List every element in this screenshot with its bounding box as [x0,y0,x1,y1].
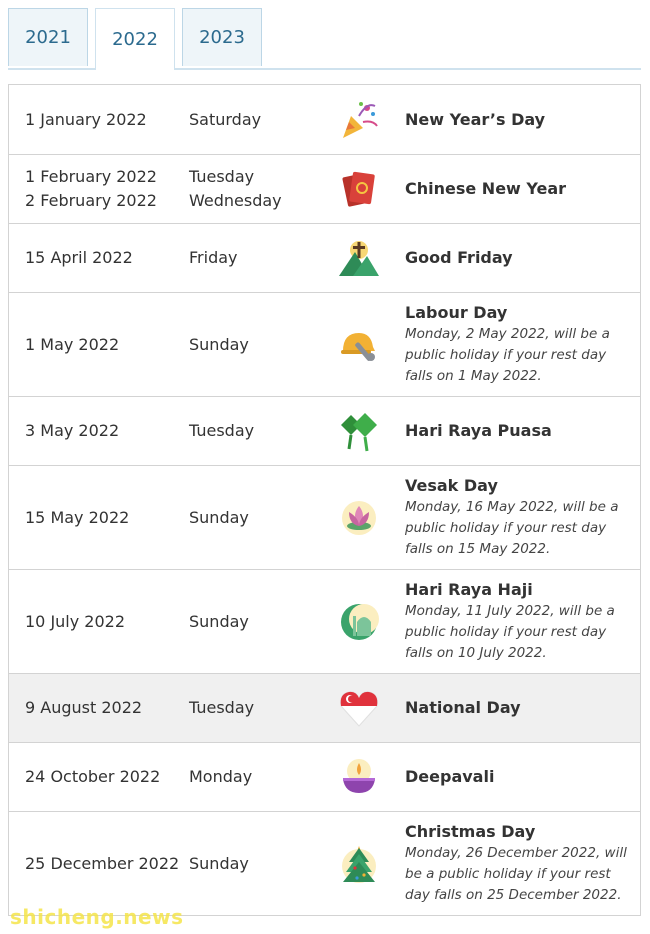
holiday-weekday: Monday [189,767,253,786]
singapore-heart-icon [313,686,405,730]
hardhat-wrench-icon [313,323,405,367]
table-row [9,85,640,154]
lotus-icon [313,496,405,540]
holiday-day-cell [189,165,313,213]
diya-lamp-icon [313,755,405,799]
holiday-date: 3 May 2022 [25,421,120,440]
holiday-date: 15 April 2022 [25,248,133,267]
holiday-day-cell [189,419,313,443]
holiday-date-cell [9,852,189,876]
holiday-weekday: Friday [189,248,238,267]
holiday-date-cell [9,765,189,789]
holiday-note: Monday, 16 May 2022, will be a public holiday if your rest day falls on 15 May 2022. [405,499,619,557]
ketupat-icon [313,409,405,453]
holiday-day-cell [189,610,313,634]
holiday-weekday: Tuesday [189,167,255,186]
holiday-note: Monday, 26 December 2022, will be a public holiday if your rest day falls on 25 December 2022. [405,845,627,903]
holiday-weekday: Tuesday [189,698,255,717]
tab-label: 2022 [112,29,158,50]
holiday-name-cell [405,420,640,442]
holiday-name-cell [405,766,640,788]
table-row [9,673,640,742]
holiday-day-cell [189,108,313,132]
holiday-weekday: Sunday [189,853,249,873]
red-packet-icon [313,167,405,211]
holiday-name-cell [405,109,640,131]
holiday-date-cell [9,696,189,720]
holiday-date-cell [9,165,189,213]
holiday-name: Chinese New Year [405,179,567,198]
holiday-weekday: Sunday [189,507,249,527]
holiday-name: National Day [405,698,521,717]
holiday-name-cell [405,821,640,906]
holiday-day-cell [189,246,313,270]
year-tabs [8,8,641,70]
holiday-date-cell [9,419,189,443]
holiday-date-cell [9,333,189,357]
holiday-date: 24 October 2022 [25,767,161,786]
holiday-day-cell [189,333,313,357]
holiday-day-cell [189,696,313,720]
holiday-date: 9 August 2022 [25,698,143,717]
holiday-name: Hari Raya Haji [405,580,533,599]
holiday-name: Deepavali [405,767,495,786]
watermark: shicheng.news [10,905,184,929]
holiday-name-cell [405,302,640,387]
tab-2023[interactable] [182,8,262,66]
holiday-name: Labour Day [405,303,508,322]
holiday-date: 1 May 2022 [25,334,120,354]
holiday-date-cell [9,506,189,530]
holiday-weekday: Saturday [189,109,262,129]
party-popper-icon [313,98,405,142]
tab-label: 2023 [199,27,245,48]
holiday-date: 2 February 2022 [25,191,157,210]
holiday-date: 15 May 2022 [25,507,130,527]
tab-2022[interactable] [95,8,175,70]
table-row [9,465,640,569]
holiday-date: 25 December 2022 [25,853,180,873]
holiday-name: Hari Raya Puasa [405,421,552,440]
table-row [9,569,640,673]
table-row [9,811,640,915]
holiday-name: Christmas Day [405,822,536,841]
tab-2021[interactable] [8,8,88,66]
holiday-date-cell [9,108,189,132]
holiday-date: 1 February 2022 [25,167,157,186]
table-row [9,154,640,223]
table-row [9,292,640,396]
holiday-weekday: Sunday [189,334,249,354]
holiday-name-cell [405,178,640,200]
table-row [9,396,640,465]
holiday-name-cell [405,579,640,664]
holiday-table [8,84,641,916]
holiday-day-cell [189,765,313,789]
holiday-name-cell [405,697,640,719]
holiday-day-cell [189,506,313,530]
holiday-name: Vesak Day [405,476,498,495]
holiday-date: 1 January 2022 [25,109,147,129]
table-row [9,742,640,811]
holiday-name: New Year’s Day [405,109,546,129]
holiday-weekday: Sunday [189,611,249,631]
holiday-note: Monday, 11 July 2022, will be a public holiday if your rest day falls on 10 July 2022. [405,603,615,661]
holiday-note: Monday, 2 May 2022, will be a public holiday if your rest day falls on 1 May 2022. [405,326,610,384]
crescent-mosque-icon [313,600,405,644]
cross-hill-icon [313,236,405,280]
holiday-date-cell [9,246,189,270]
holiday-name-cell [405,475,640,560]
holiday-name-cell [405,247,640,269]
table-row [9,223,640,292]
holiday-date-cell [9,610,189,634]
holiday-date: 10 July 2022 [25,611,126,631]
holiday-weekday: Wednesday [189,191,282,210]
christmas-tree-icon [313,842,405,886]
holiday-day-cell [189,852,313,876]
tab-label: 2021 [25,27,71,48]
holiday-name: Good Friday [405,248,513,267]
holiday-weekday: Tuesday [189,421,255,440]
